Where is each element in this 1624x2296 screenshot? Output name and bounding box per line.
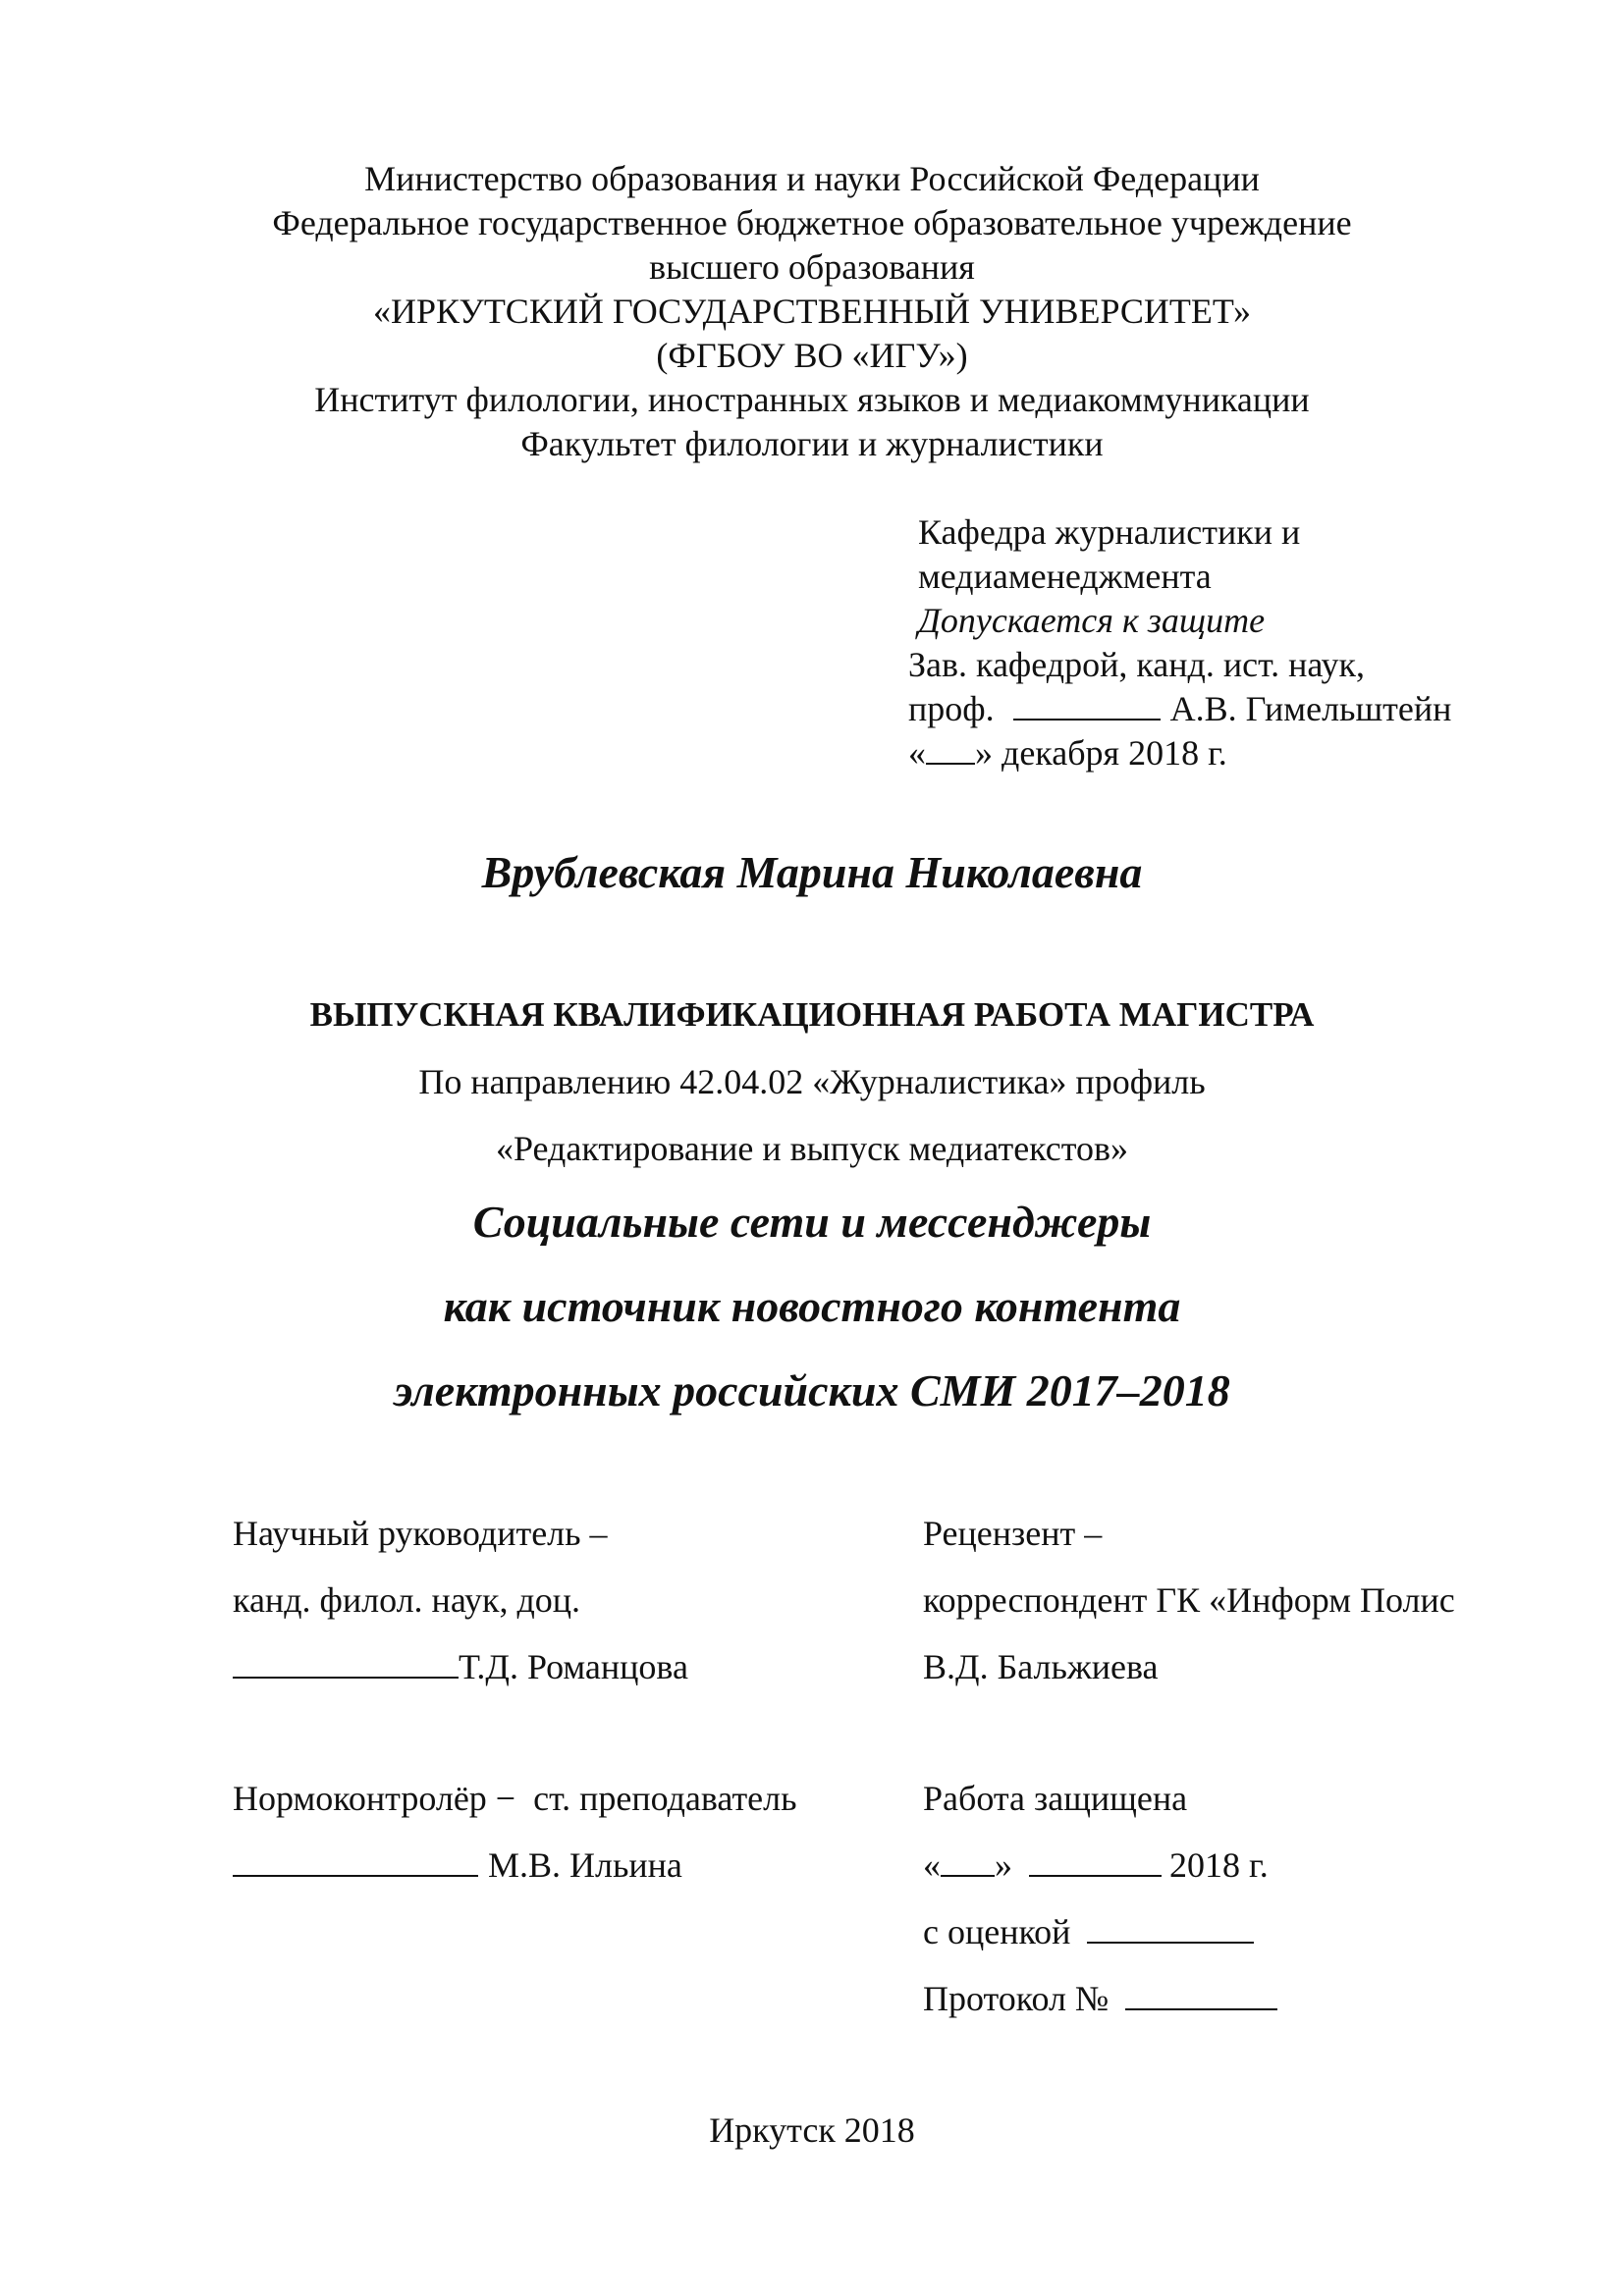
signature-blank (1013, 689, 1161, 721)
faculty-name: Факультет филологии и журналистики (520, 424, 1104, 463)
department-line-2: медиаменеджмента (918, 557, 1212, 596)
head-of-department: Зав. кафедрой, канд. ист. наук, (908, 645, 1366, 684)
month-blank (1029, 1845, 1162, 1877)
city-year: Иркутск 2018 (709, 2110, 915, 2150)
admitted-to-defense: Допускается к защите (918, 601, 1266, 640)
grade-blank (1087, 1912, 1254, 1944)
approval-date: « » декабря 2018 г. (908, 733, 1227, 773)
defense-protocol: Протокол № (923, 1977, 1277, 2020)
normcontrol-role: Нормоконтролёр − ст. преподаватель (233, 1779, 797, 1818)
prof-prefix: проф. (908, 689, 995, 728)
institution-type-line: Федеральное государственное бюджетное образовательное учреждение (272, 203, 1352, 242)
thesis-title-line-3: электронных российских СМИ 2017–2018 (394, 1365, 1230, 1415)
normcontrol-name: М.В. Ильина (488, 1845, 682, 1885)
department-line-1: Кафедра журналистики и (918, 512, 1301, 552)
supervisor-degree: канд. филол. наук, доц. (233, 1580, 581, 1620)
day-blank (926, 733, 975, 765)
work-type: ВЫПУСКНАЯ КВАЛИФИКАЦИОННАЯ РАБОТА МАГИСТРА (309, 995, 1315, 1034)
university-name: «ИРКУТСКИЙ ГОСУДАРСТВЕННЫЙ УНИВЕРСИТЕТ» (373, 292, 1251, 331)
university-abbr: (ФГБОУ ВО «ИГУ») (656, 336, 968, 375)
ministry-line: Министерство образования и науки Российской Федерации (364, 159, 1260, 198)
study-profile: «Редактирование и выпуск медиатекстов» (495, 1129, 1128, 1168)
supervisor-name: Т.Д. Романцова (459, 1647, 688, 1686)
author-name: Врублевская Марина Николаевна (481, 847, 1143, 897)
head-name: А.В. Гимельштейн (1169, 689, 1452, 728)
head-signature-line (908, 687, 1451, 730)
defense-status: Работа защищена (923, 1779, 1188, 1818)
reviewer-position: корреспондент ГК «Информ Полис (923, 1580, 1455, 1620)
defense-date: « » 2018 г. (923, 1845, 1269, 1885)
supervisor-role: Научный руководитель – (233, 1514, 608, 1553)
thesis-title-line-2: как источник новостного контента (443, 1281, 1181, 1331)
protocol-number-blank (1125, 1979, 1277, 2010)
signature-blank (233, 1647, 459, 1679)
reviewer-name: В.Д. Бальжиева (923, 1647, 1159, 1686)
education-level-line: высшего образования (649, 247, 975, 287)
reviewer-role: Рецензент – (923, 1514, 1103, 1553)
defense-grade: с оценкой (923, 1910, 1254, 1953)
signature-blank (233, 1845, 478, 1877)
institute-name: Институт филологии, иностранных языков и медиакоммуникации (314, 380, 1310, 419)
thesis-title-line-1: Социальные сети и мессенджеры (472, 1197, 1152, 1247)
normcontrol-signature-line (233, 1843, 682, 1887)
study-direction: По направлению 42.04.02 «Журналистика» профиль (418, 1062, 1206, 1101)
day-blank (941, 1845, 995, 1877)
supervisor-signature-line (233, 1645, 688, 1688)
